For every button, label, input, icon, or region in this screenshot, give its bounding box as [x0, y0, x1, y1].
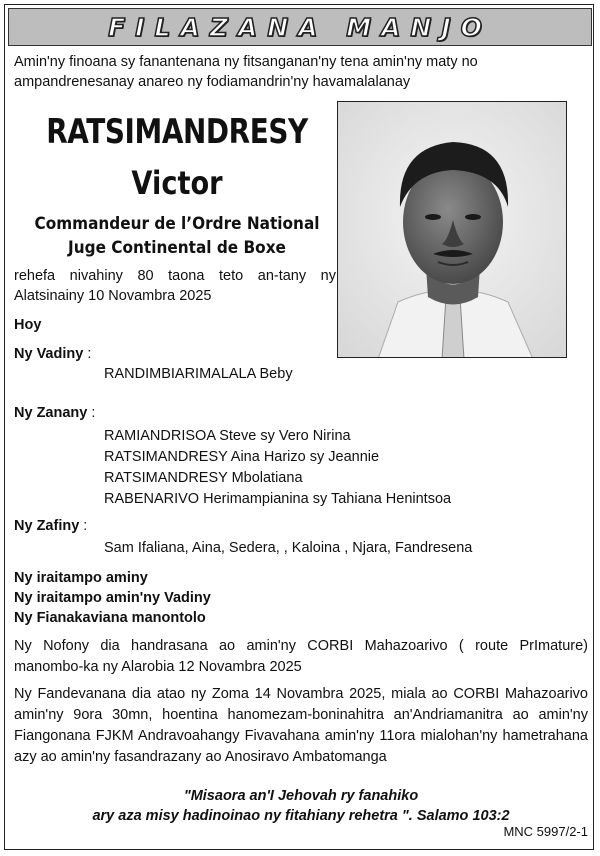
list-item: RATSIMANDRESY Mbolatiana	[104, 470, 303, 486]
reference-code: MNC 5997/2-1	[503, 824, 588, 839]
list-item: Sam Ifaliana, Aina, Sedera, , Kaloina , Njara, Fandresena	[104, 540, 473, 556]
zanany-list	[104, 426, 451, 510]
vadiny-list	[104, 364, 293, 385]
list-item: RABENARIVO Herimampianina sy Tahiana Henintsoa	[104, 491, 452, 507]
deceased-last-name: RATSIMANDRESY	[46, 112, 308, 152]
zafiny-list	[104, 538, 472, 559]
zanany-label: Ny Zanany :	[14, 405, 96, 421]
bible-quote-line-1: "Misaora an'I Jehovah ry fanahiko	[183, 788, 419, 804]
deceased-first-name: Victor	[131, 164, 223, 202]
death-info-line-2: Alatsinainy 10 Novambra 2025	[14, 288, 212, 304]
portrait-illustration	[338, 102, 567, 358]
list-item: RATSIMANDRESY Aina Harizo sy Jeannie	[104, 449, 380, 465]
banner-title: FILAZANA MANJO	[108, 12, 492, 42]
zafiny-label: Ny Zafiny :	[14, 518, 88, 534]
notice-banner	[8, 8, 592, 46]
funeral-info: Ny Fandevanana dia atao ny Zoma 14 Novambra 2025, miala ao CORBI Mahazoarivo amin'ny 9ora 30mn, hoentina hanomezam-boninahitra an'Andriamanitra ao amin'ny Fiangonana FJKM Andravoahangy Fivavahana amin'ny 11ora mialohan'ny hametrahana azy ao amin'ny fasandrazany ao Anosiravo Ambatomanga	[14, 686, 588, 765]
intro-text: Amin'ny finoana sy fanantenana ny fitsanganan'ny tena amin'ny maty no ampandrenesanay anareo ny fodiamandrin'ny havamalalanay	[14, 54, 478, 90]
hoy-label: Hoy	[14, 317, 42, 333]
family-line-3: Ny Fianakaviana manontolo	[14, 610, 206, 626]
deceased-title-2: Juge Continental de Boxe	[68, 238, 286, 258]
list-item: RAMIANDRISOA Steve sy Vero Nirina	[104, 428, 351, 444]
deceased-title-1: Commandeur de l’Ordre National	[34, 214, 320, 234]
death-info-line-1: rehefa nivahiny 80 taona teto an-tany ny	[14, 268, 336, 284]
bible-quote-line-2: ary aza misy hadinoinao ny fitahiany rehetra ". Salamo 103:2	[92, 808, 510, 824]
deceased-portrait-photo	[337, 101, 567, 358]
family-line-1: Ny iraitampo aminy	[14, 570, 148, 586]
vadiny-label: Ny Vadiny :	[14, 346, 92, 362]
vigil-info: Ny Nofony dia handrasana ao amin'ny CORBI Mahazoarivo ( route PrImature) manombo-ka ny Alarobia 12 Novambra 2025	[14, 638, 588, 675]
list-item: RANDIMBIARIMALALA Beby	[104, 366, 293, 382]
family-line-2: Ny iraitampo amin'ny Vadiny	[14, 590, 211, 606]
